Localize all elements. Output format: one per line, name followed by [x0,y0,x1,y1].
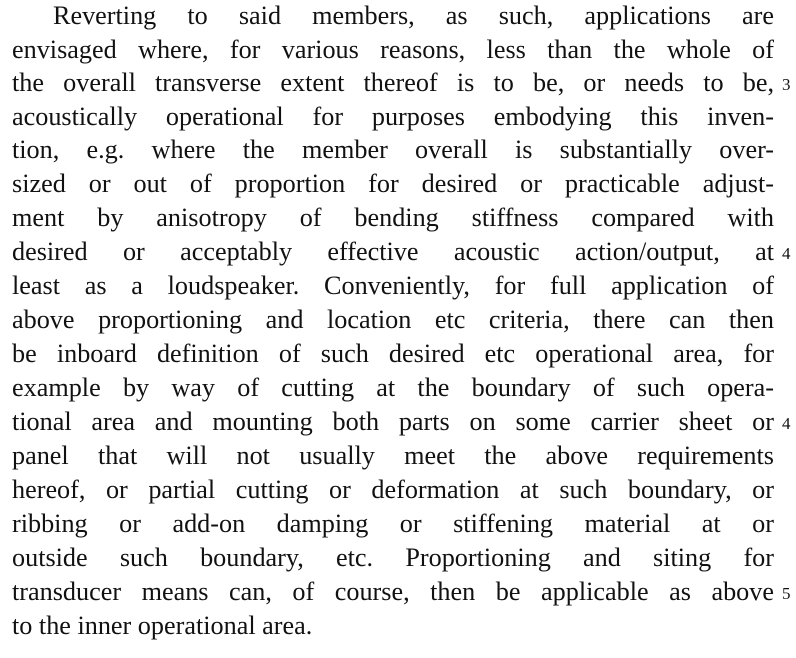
margin-line-number: 4 [782,414,791,433]
text-line: the overall transverse extent thereof is to be, or needs to be, [12,68,774,97]
text-line: acoustically operational for purposes embodying this inven- [12,102,774,131]
margin-line-number: 3 [782,75,791,94]
text-line: least as a loudspeaker. Conveniently, for full application of [12,271,774,300]
text-line: example by way of cutting at the boundary of such opera- [12,373,774,402]
text-line: be inboard definition of such desired etc operational area, for [12,339,774,368]
text-line: outside such boundary, etc. Proportioning and siting for [12,543,774,572]
text-line: transducer means can, of course, then be applicable as above [12,577,774,606]
text-line: sized or out of proportion for desired or practicable adjust- [12,169,774,198]
text-line: envisaged where, for various reasons, less than the whole of [12,35,774,64]
text-line: Reverting to said members, as such, applications are [53,1,774,30]
margin-line-number: 4 [782,244,791,263]
text-line: tion, e.g. where the member overall is substantially over- [12,135,774,164]
text-line: ment by anisotropy of bending stiffness compared with [12,203,774,232]
text-line: desired or acceptably effective acoustic action/output, at [12,237,774,266]
text-line: above proportioning and location etc criteria, there can then [12,305,774,334]
text-line: tional area and mounting both parts on some carrier sheet or [12,407,774,436]
text-line: hereof, or partial cutting or deformation at such boundary, or [12,475,774,504]
margin-line-number: 5 [782,584,791,603]
text-line: panel that will not usually meet the above requirements [12,441,774,470]
text-line: ribbing or add-on damping or stiffening material at or [12,509,774,538]
text-line: to the inner operational area. [12,611,313,640]
